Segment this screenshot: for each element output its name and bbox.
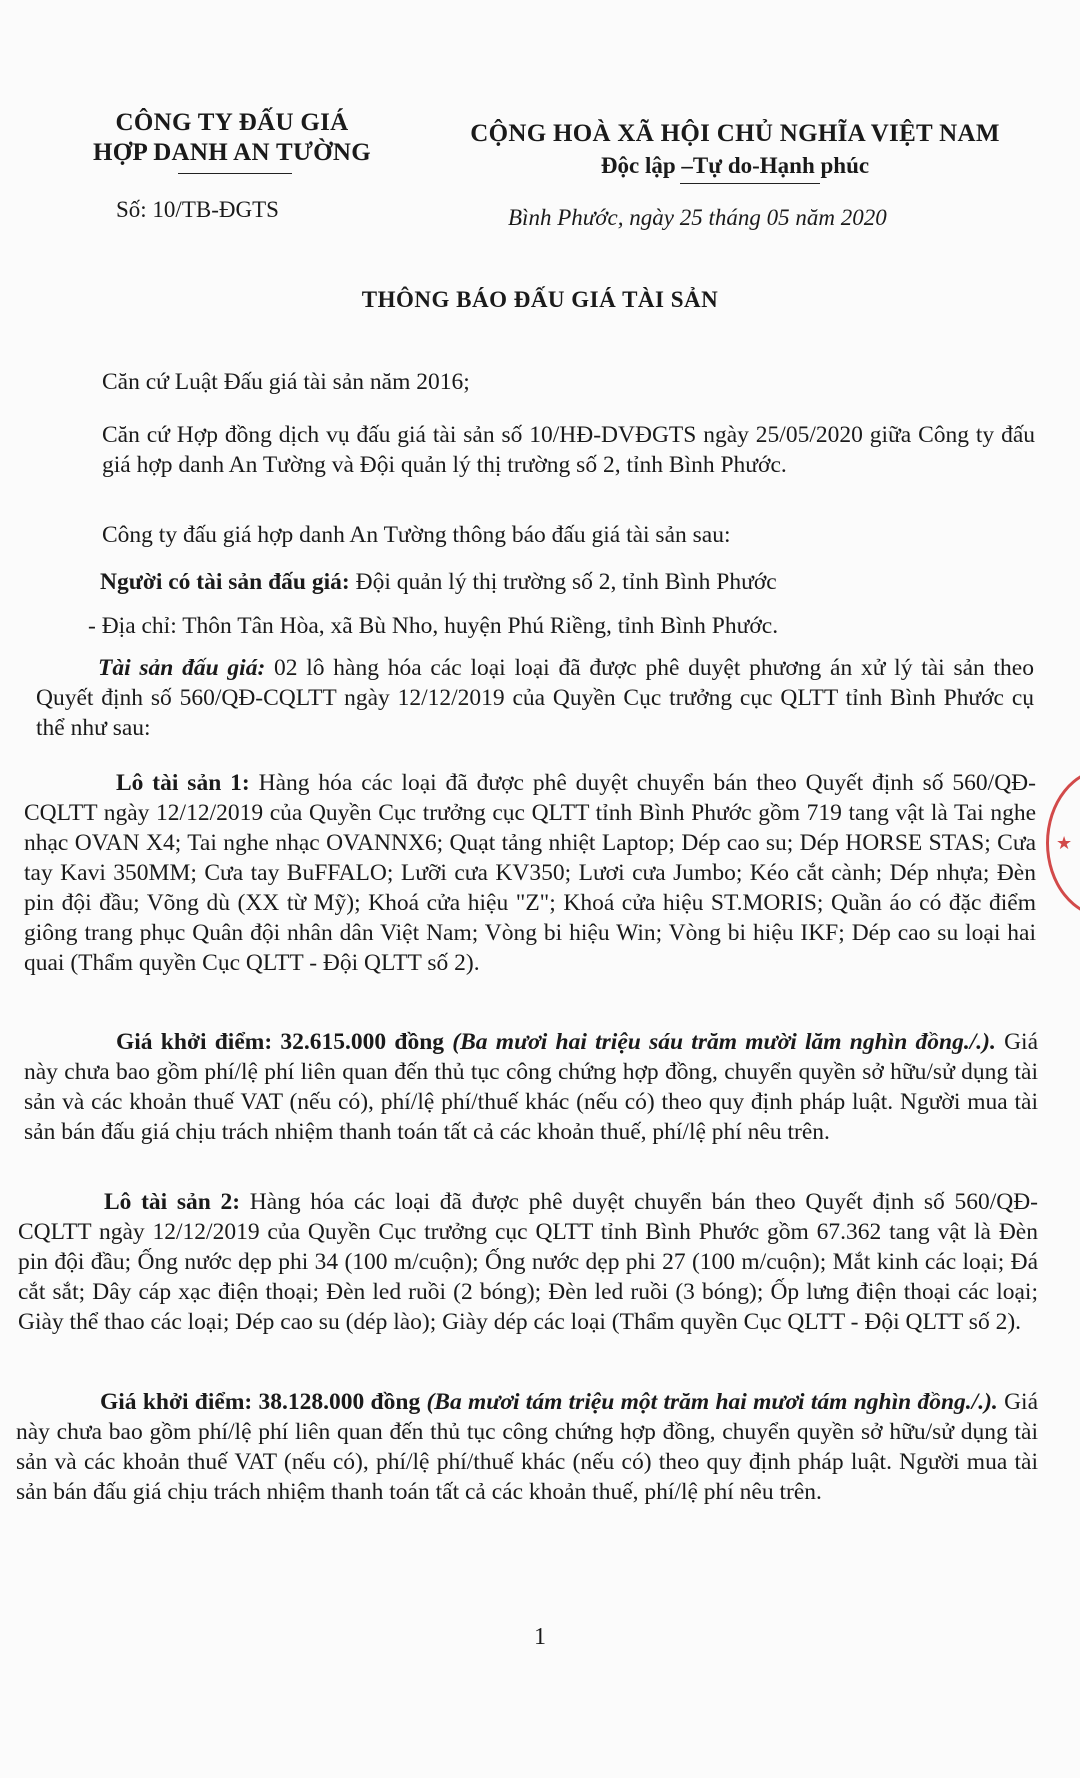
lot-1-text: Hàng hóa các loại đã được phê duyệt chuyển bán theo Quyết định số 560/QĐ-CQLTT ngày 12/12/2019 của Quyền Cục trưởng cục QLTT tỉnh Bình Phước gồm 719 tang vật là Tai nghe nhạc OVAN X4; Tai nghe nhạc OVANNX6; Quạt tảng nhiệt Laptop; Dép cao su; Dép HORSE STAS; Cưa tay Kavi 350MM; Cưa tay BuFFALO; Lưỡi cưa KV350; Lươi cưa Jumbo; Kéo cắt cành; Dép nhựa; Đèn pin đội đầu; Võng dù (XX từ Mỹ); Khoá cửa hiệu "Z"; Khoá cửa hiệu ST.MORIS; Quần áo có đặc điểm giông trang phục Quân đội nhân dân Việt Nam; Vòng bi hiệu Win; Vòng bi hiệu IKF; Dép cao su loại hai quai (Thẩm quyền Cục QLTT - Đội QLTT số 2).	[24, 770, 1036, 976]
motto-underline	[680, 183, 820, 184]
company-line-1: CÔNG TY ĐẤU GIÁ	[115, 109, 349, 136]
asset-value: 02 lô hàng hóa các loại loại đã được phê duyệt phương án xử lý tài sản theo Quyết định số 560/QĐ-CQLTT ngày 12/12/2019 của Quyền Cục trưởng cục QLTT tỉnh Bình Phước cụ thể như sau:	[36, 655, 1034, 741]
company-header	[82, 108, 382, 168]
asset-owner-address: - Địa chỉ: Thôn Tân Hòa, xã Bù Nho, huyện Phú Riềng, tỉnh Bình Phước.	[88, 613, 779, 639]
lot-1-price	[24, 1027, 1038, 1147]
lot-1-label: Lô tài sản 1:	[116, 770, 250, 796]
legal-basis-1: Căn cứ Luật Đấu giá tài sản năm 2016;	[102, 369, 470, 395]
lot-2-price-words: (Ba mươi tám triệu một trăm hai mươi tám nghìn đồng./.).	[420, 1389, 998, 1415]
lot-2-text: Hàng hóa các loại đã được phê duyệt chuyển bán theo Quyết định số 560/QĐ-CQLTT ngày 12/12/2019 của Quyền Cục trưởng cục QLTT tỉnh Bình Phước gồm 67.362 tang vật là Đèn pin đội đầu; Ống nước dẹp phi 34 (100 m/cuộn); Ống nước dẹp phi 27 (100 m/cuộn); Mắt kinh các loại; Đá cắt sắt; Dây cáp xạc điện thoại; Đèn led ruồi (2 bóng); Đèn led ruồi (3 bóng); Ốp lưng điện thoại các loại; Giày thể thao các loại; Dép cao su (dép lào); Giày dép các loại (Thẩm quyền Cục QLTT - Đội QLTT số 2).	[18, 1189, 1038, 1335]
lot-2-description	[18, 1187, 1038, 1337]
legal-basis-2: Căn cứ Hợp đồng dịch vụ đấu giá tài sản số 10/HĐ-DVĐGTS ngày 25/05/2020 giữa Công ty đấu giá hợp danh An Tường và Đội quản lý thị trường số 2, tỉnh Bình Phước.	[102, 422, 1035, 478]
document-number: Số: 10/TB-ĐGTS	[116, 197, 279, 222]
national-motto: Độc lập –Tự do-Hạnh phúc	[600, 153, 870, 178]
asset-description	[36, 653, 1034, 743]
lot-1-price-words: (Ba mươi hai triệu sáu trăm mười lăm nghìn đồng./.).	[444, 1029, 996, 1055]
document-date: Bình Phước, ngày 25 tháng 05 năm 2020	[508, 205, 887, 230]
lot-1-description	[24, 768, 1036, 978]
national-header	[440, 118, 1030, 182]
asset-label: Tài sản đấu giá:	[98, 655, 266, 681]
asset-owner-value: Đội quản lý thị trường số 2, tỉnh Bình Phước	[349, 569, 777, 595]
republic-name: CỘNG HOÀ XÃ HỘI CHỦ NGHĨA VIỆT NAM	[470, 120, 1000, 147]
lot-1-price-note: Giá này chưa bao gồm phí/lệ phí liên quan đến thủ tục công chứng hợp đồng, chuyển quyền sở hữu/sử dụng tài sản và các khoản thuế VAT (nếu có), phí/lệ phí/thuế khác (nếu có) theo quy định pháp luật. Người mua tài sản bán đấu giá chịu trách nhiệm thanh toán tất cả các khoản thuế, phí/lệ phí nêu trên.	[24, 1029, 1039, 1145]
lot-1-price-label: Giá khởi điểm: 32.615.000 đồng	[116, 1029, 445, 1055]
seal-star-icon: ★	[1056, 833, 1073, 854]
asset-owner-label: Người có tài sản đấu giá:	[100, 569, 350, 595]
company-underline	[178, 173, 292, 174]
asset-owner	[100, 567, 1035, 597]
lot-2-price	[16, 1387, 1038, 1507]
announcement-intro: Công ty đấu giá hợp danh An Tường thông báo đấu giá tài sản sau:	[102, 522, 731, 548]
lot-2-price-note: Giá này chưa bao gồm phí/lệ phí liên quan đến thủ tục công chứng hợp đồng, chuyển quyền sở hữu/sử dụng tài sản và các khoản thuế VAT (nếu có), phí/lệ phí/thuế khác (nếu có) theo quy định pháp luật. Người mua tài sản bán đấu giá chịu trách nhiệm thanh toán tất cả các khoản thuế, phí/lệ phí nêu trên.	[16, 1389, 1038, 1505]
lot-2-label: Lô tài sản 2:	[104, 1189, 241, 1215]
company-line-2: HỢP DANH AN TƯỜNG	[92, 139, 372, 166]
lot-2-price-label: Giá khởi điểm: 38.128.000 đồng	[100, 1389, 421, 1415]
page-number: 1	[534, 1624, 546, 1650]
document-title: THÔNG BÁO ĐẤU GIÁ TÀI SẢN	[361, 287, 719, 312]
